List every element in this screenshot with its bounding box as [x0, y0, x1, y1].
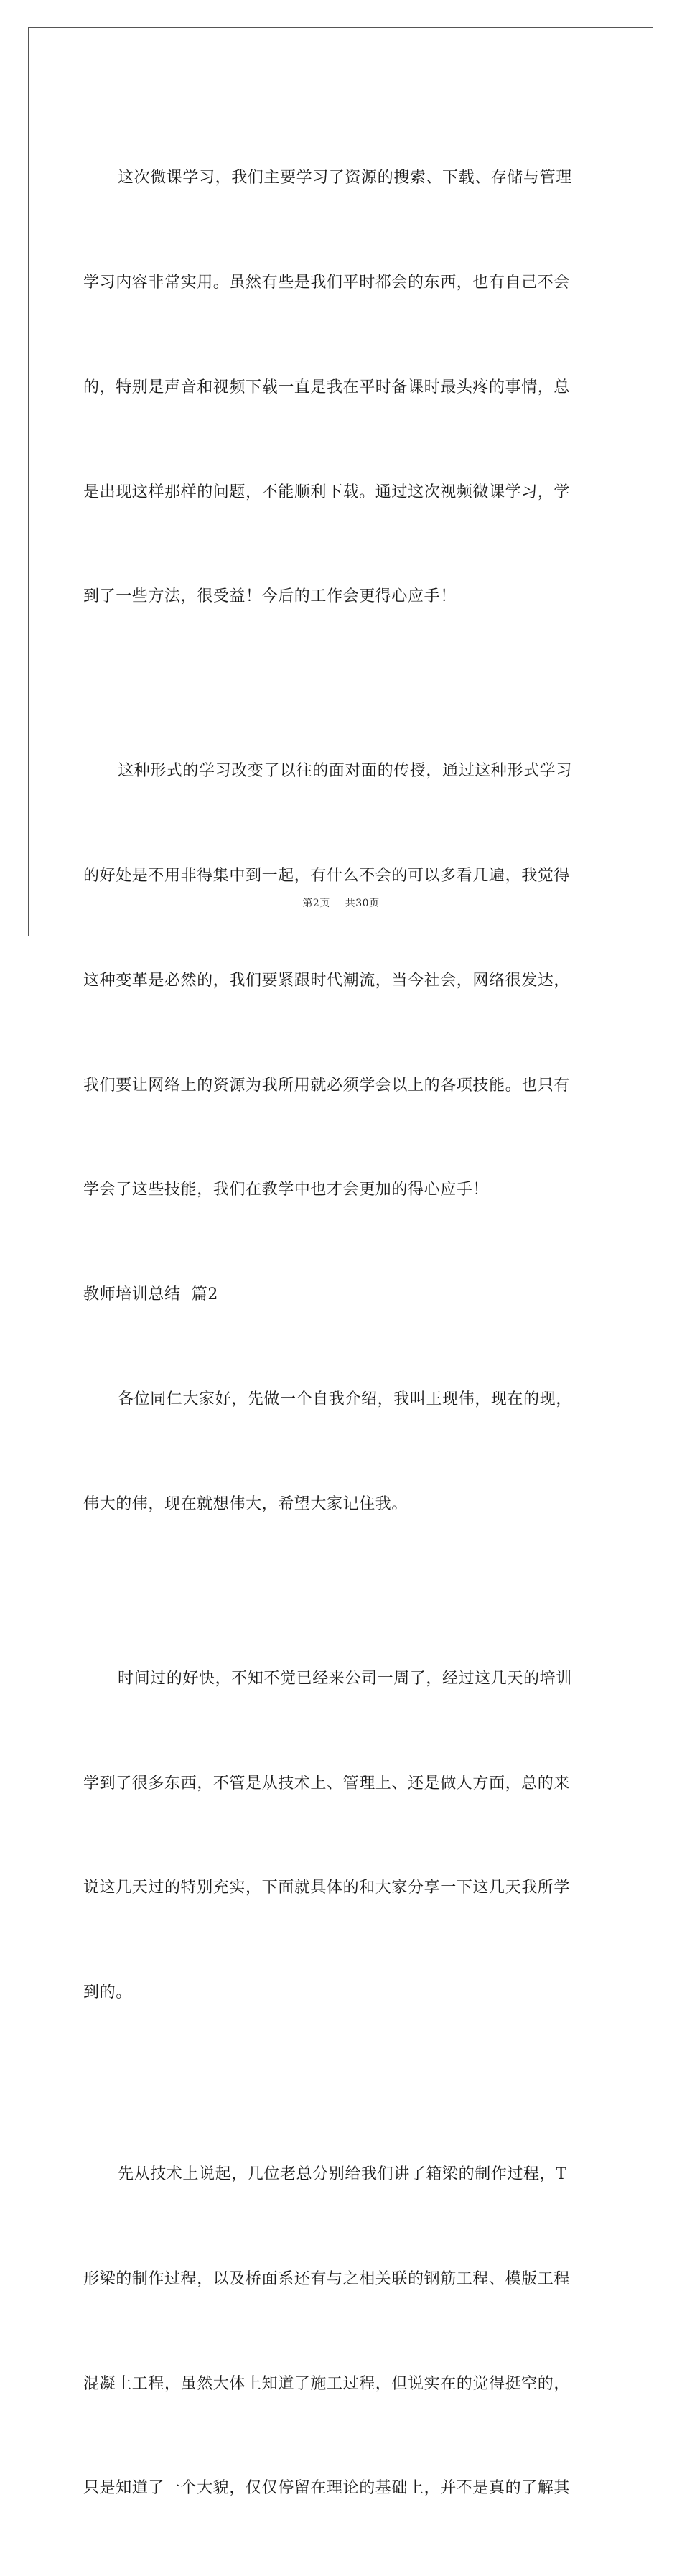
section-heading: 教师培训总结 篇2: [83, 1285, 218, 1304]
text-line: 这种变革是必然的，我们要紧跟时代潮流，当今社会，网络很发达，: [83, 971, 571, 990]
page-number: 第2页: [302, 898, 330, 909]
text-line: 到的。: [83, 1984, 132, 2002]
text-line: 到了一些方法，很受益！今后的工作会更得心应手！: [83, 587, 457, 606]
text-line: 我们要让网络上的资源为我所用就必须学会以上的各项技能。也只有: [83, 1076, 571, 1094]
text-line: 先从技术上说起，几位老总分别给我们讲了箱梁的制作过程，T: [118, 2165, 567, 2184]
text-line: 学到了很多东西，不管是从技术上、管理上、还是做人方面，总的来: [83, 1774, 571, 1792]
text-line: 这种形式的学习改变了以往的面对面的传授，通过这种形式学习: [118, 762, 572, 781]
text-line: 只是知道了一个大貌，仅仅停留在理论的基础上，并不是真的了解其: [83, 2479, 571, 2498]
text-line: 各位同仁大家好，先做一个自我介绍，我叫王现伟，现在的现，: [118, 1390, 572, 1408]
page-footer: [0, 896, 682, 910]
document-body: [83, 91, 597, 2576]
total-pages: 共30页: [345, 898, 380, 909]
paragraph-gap: [83, 2080, 597, 2088]
text-line: 伟大的伟，现在就想伟大，希望大家记住我。: [83, 1494, 408, 1513]
text-line: 是出现这样那样的问题，不能顺利下载。通过这次视频微课学习，学: [83, 483, 571, 501]
text-line: 这次微课学习，我们主要学习了资源的搜索、下载、存储与管理: [118, 169, 572, 187]
text-line: 学会了这些技能，我们在教学中也才会更加的得心应手！: [83, 1181, 490, 1199]
text-line: 形梁的制作过程，以及桥面系还有与之相关联的钢筋工程、模版工程: [83, 2269, 571, 2288]
paragraph-2: [83, 684, 597, 1278]
text-line: 的，特别是声音和视频下载一直是我在平时备课时最头疼的事情，总: [83, 378, 571, 396]
text-line: 的好处是不用非得集中到一起，有什么不会的可以多看几遍，我觉得: [83, 867, 571, 885]
text-line: 学习内容非常实用。虽然有些是我们平时都会的东西，也有自己不会: [83, 273, 571, 292]
text-line: 混凝土工程，虽然大体上知道了施工过程，但说实在的觉得挺空的，: [83, 2374, 571, 2393]
text-line: 说这几天过的特别充实，下面就具体的和大家分享一下这几天我所学: [83, 1879, 571, 1897]
paragraph-3: [83, 1313, 597, 1592]
paragraph-1: [83, 91, 597, 684]
paragraph-4: [83, 1592, 597, 2080]
text-line: 时间过的好快，不知不觉已经来公司一周了，经过这几天的培训: [118, 1669, 572, 1688]
paragraph-5: [83, 2088, 597, 2576]
